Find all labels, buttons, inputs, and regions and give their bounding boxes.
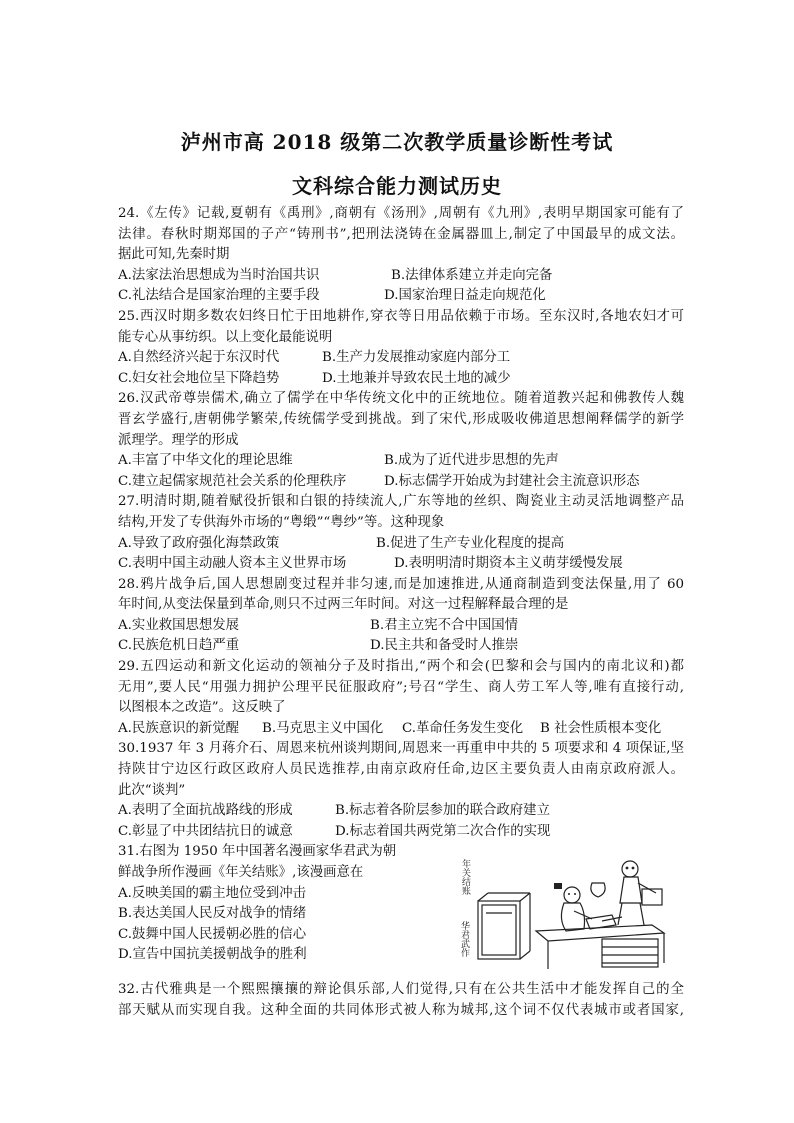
question-24-line: 据此可知,先秦时期	[118, 247, 230, 263]
option-d: D.民主共和备受时人推崇	[370, 638, 519, 654]
cartoon-title: 年关结账	[460, 859, 470, 895]
option-c: C.妇女社会地位呈下降趋势	[118, 370, 280, 386]
question-27-line: 27.明清时期,随着赋役折银和白银的持续流人,广东等地的丝织、陶瓷业主动灵活地调整产品	[118, 494, 684, 510]
option-c: C.革命任务发生变化	[402, 720, 524, 736]
option-a: A.民族意识的新觉醒	[118, 720, 240, 736]
figure-head	[564, 887, 580, 903]
option-a: A.丰富了中华文化的理论思维	[118, 453, 293, 469]
question-29-line: 29.五四运动和新文化运动的领袖分子及时指出,“两个和会(巴黎和会与国内的南北议和)都	[118, 659, 684, 675]
question-26-options-row	[118, 472, 684, 493]
option-d: D.国家治理日益走向规范化	[384, 288, 546, 304]
exam-subtitle: 文科综合能力测试历史	[292, 174, 502, 198]
question-25-options-row	[118, 369, 684, 390]
question-29-options-row	[118, 719, 684, 740]
option-b: B.君主立宪不合中国国情	[370, 617, 519, 633]
option-b: B.促进了生产专业化程度的提高	[376, 535, 565, 551]
question-30-line: 此次“谈判”	[118, 782, 186, 798]
question-26-line: 26.汉武帝尊崇儒术,确立了儒学在中华传统文化中的正统地位。随着道教兴起和佛教传人魏	[118, 391, 684, 407]
question-26-options-row	[118, 451, 684, 472]
question-27-options-row	[118, 534, 684, 555]
question-27-options-row	[118, 554, 684, 575]
skeleton-head	[622, 861, 638, 877]
question-31-line: 鲜战争所作漫画《年关结账》,该漫画意在	[118, 865, 364, 880]
question-26-line: 晋玄学盛行,唐朝佛学繁荣,传统儒学受到挑战。到了宋代,形成吸收佛道思想阐释儒学的新学	[118, 411, 684, 427]
question-32-line: 32.古代雅典是一个熙熙攘攘的辩论俱乐部,人们觉得,只有在公共生活中才能发挥自己的全	[118, 981, 684, 997]
option-c: C.礼法结合是国家治理的主要手段	[118, 288, 320, 304]
question-30-options-row	[118, 822, 684, 843]
option-b: B.标志着各阶层参加的联合政府建立	[335, 803, 550, 819]
question-26-line: 派理学。理学的形成	[118, 432, 239, 448]
option-b: B.生产力发展推动家庭内部分工	[322, 350, 511, 366]
question-28-options-row	[118, 636, 684, 657]
option-d: D.标志着国共两党第二次合作的实现	[335, 823, 551, 839]
question-25-line: 25.西汉时期多数农妇终日忙于田地耕作,穿衣等日用品依赖于市场。至东汉时,各地农妇才可	[118, 308, 684, 324]
question-30-options-row	[118, 801, 684, 822]
question-29-line: 以图根本之改造”。这反映了	[118, 700, 286, 716]
question-24-options-row	[118, 286, 684, 307]
option-a: A.自然经济兴起于东汉时代	[118, 350, 280, 366]
option-a: A.法家法治思想成为当时治国共识	[118, 267, 320, 283]
cartoon-illustration	[452, 853, 687, 973]
cartoon-signature: 华君武作	[459, 921, 469, 957]
option-c: C.表明中国主动融人资本主义世界市场	[118, 556, 347, 572]
cartoon-drawing	[452, 853, 687, 973]
question-32-line: 部天赋从而实现自我。这种全面的共同体形式被人称为城邦,这个词不仅代表城市或者国家,	[118, 1002, 684, 1018]
question-30-line: 持陕甘宁边区行政区政府人员民选推荐,由南京政府任命,边区主要负责人由南京政府派人。	[118, 762, 684, 778]
question-28-options-row	[118, 616, 684, 637]
question-25-line: 能专心从事纺织。以上变化最能说明	[118, 329, 333, 345]
question-25-options-row	[118, 348, 684, 369]
question-28-line: 年时间,从变法保量到革命,则只不过两三年时间。对这一过程解释最合理的是	[118, 597, 569, 613]
option-c: C.建立起儒家规范社会关系的伦理秩序	[118, 473, 347, 489]
option-c: C.彰显了中共团结抗日的诚意	[118, 823, 293, 839]
question-24-options-row	[118, 266, 684, 287]
question-29-line: 无用”,要人民“用强力拥护公理平民征服政府”;号召“学生、商人劳工军人等,唯有直接行动,	[118, 679, 684, 695]
question-24-line: 法律。春秋时期郑国的子产“铸刑书”,把刑法浇铸在金属器皿上,制定了中国最早的成文法。	[118, 226, 684, 242]
option-d: D.土地兼并导致农民土地的减少	[322, 370, 511, 386]
question-30-line: 30.1937 年 3 月蒋介石、周恩来杭州谈判期间,周恩来一再重申中共的 5 项要求和 4 项保证,坚	[118, 741, 684, 757]
exam-title: 泸州市高 2018 级第二次教学质量诊断性考试	[180, 130, 614, 154]
option-b: B.成为了近代进步思想的先声	[384, 453, 559, 469]
question-24-line: 24.《左传》记载,夏朝有《禹刑》,商朝有《汤刑》,周朝有《九刑》,表明早期国家可能有了	[118, 206, 684, 221]
option-d: B 社会性质根本变化	[540, 720, 662, 736]
option-a: A.导致了政府强化海禁政策	[118, 535, 280, 551]
question-28-line: 28.鸦片战争后,国人思想剧变过程并非匀速,而是加速推进,从通商制造到变法保量,用了 60	[118, 576, 684, 592]
safe-shape	[478, 901, 520, 959]
option-d: D.表明明清时期资本主义萌芽缓慢发展	[394, 556, 623, 572]
question-31-line: 31.右图为 1950 年中国著名漫画家华君武为朝	[118, 844, 397, 860]
option-d: D.标志儒学开始成为封建社会主流意识形态	[384, 473, 640, 489]
option-a: A.反映美国的霸主地位受到冲击	[118, 885, 307, 901]
option-a: A.表明了全面抗战路线的形成	[118, 803, 293, 819]
question-27-line: 结构,开发了专供海外市场的“粤缎”“粤纱”等。这种现象	[118, 514, 445, 530]
option-d: D.宣告中国抗美援朝战争的胜利	[118, 947, 307, 963]
option-b: B.表达美国人民反对战争的情绪	[118, 906, 307, 922]
option-a: A.实业救国思想发展	[118, 617, 240, 633]
option-b: B.马克思主义中国化	[262, 720, 384, 736]
option-c: C.鼓舞中国人民援朝必胜的信心	[118, 926, 307, 942]
option-c: C.民族危机日趋严重	[118, 638, 240, 654]
option-b: B.法律体系建立并走向完备	[391, 267, 553, 283]
